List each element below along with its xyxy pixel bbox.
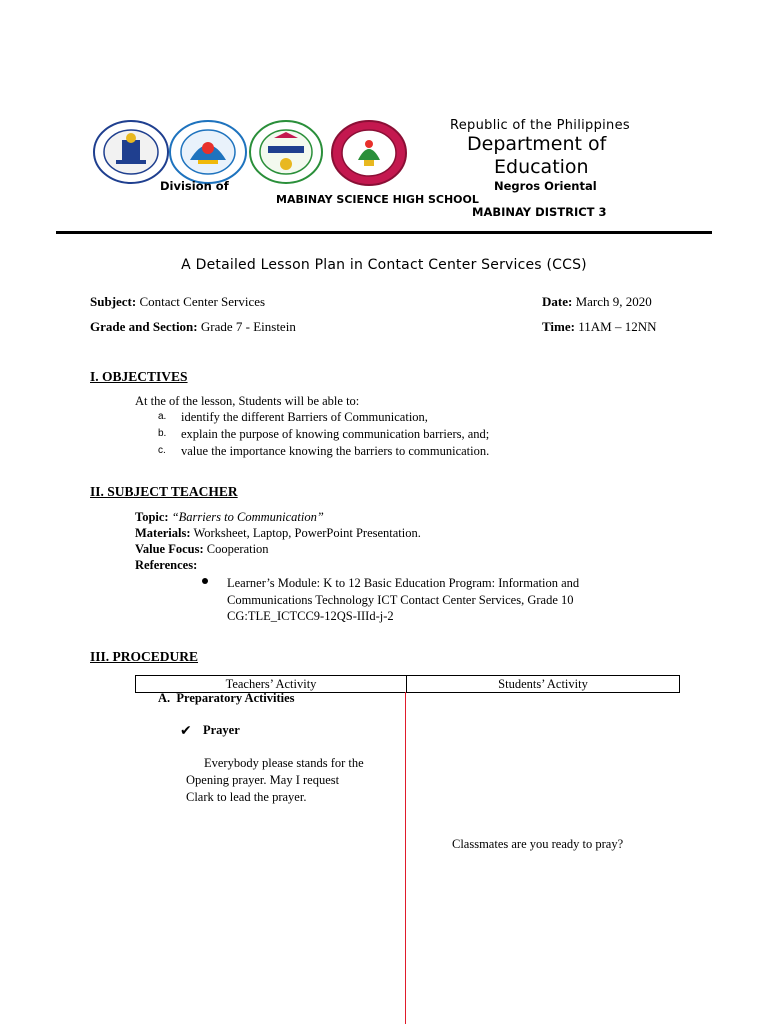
department-line2: Education <box>494 156 589 178</box>
teachers-activity-header: Teachers’ Activity <box>136 676 407 692</box>
preparatory-activities-label: A. Preparatory Activities <box>158 691 295 705</box>
school-seal-icon <box>330 120 408 186</box>
region-vii-logo-icon <box>248 120 324 184</box>
subject-teacher-heading: II. SUBJECT TEACHER <box>90 484 238 499</box>
republic-line: Republic of the Philippines <box>450 118 630 133</box>
subject-row <box>90 294 265 310</box>
materials-value: Worksheet, Laptop, PowerPoint Presentation. <box>193 526 421 540</box>
deped-seal-icon <box>92 120 170 184</box>
value-focus-row <box>135 542 269 557</box>
grade-row <box>90 319 296 335</box>
bullet-icon <box>202 578 208 584</box>
grade-label: Grade and Section: <box>90 319 198 334</box>
students-activity-header: Students’ Activity <box>498 677 588 691</box>
topic-label: Topic: <box>135 510 169 524</box>
subject-value: Contact Center Services <box>139 294 266 309</box>
deped-division-logo-icon <box>168 120 248 184</box>
references-label: References: <box>135 558 198 572</box>
province-label: Negros Oriental <box>494 179 597 193</box>
procedure-heading: III. PROCEDURE <box>90 649 199 664</box>
list-item: c. value the importance knowing the barriers to communication. <box>158 444 490 458</box>
department-line1: Department of <box>467 133 607 155</box>
time-value: 11AM – 12NN <box>578 319 657 334</box>
division-of-label: Division of <box>160 179 229 193</box>
grade-value: Grade 7 - Einstein <box>200 319 296 334</box>
date-label: Date: <box>542 294 573 309</box>
subject-label: Subject: <box>90 294 137 309</box>
prayer-label: Prayer <box>203 723 240 737</box>
topic-row <box>135 510 324 525</box>
reference-item: Learner’s Module: K to 12 Basic Education Program: Information and Communications Technology ICT Contact Center Services, Grade 10 CG:TLE_ICTCC9-12QS-IIId-j-2 <box>227 576 580 623</box>
time-label: Time: <box>542 319 575 334</box>
materials-row <box>135 526 421 541</box>
topic-value: “Barriers to Communication” <box>171 510 324 524</box>
student-activity-text: Classmates are you ready to pray? <box>452 837 624 851</box>
objectives-heading: I. OBJECTIVES <box>90 369 188 384</box>
teacher-activity-text: Everybody please stands for the Opening prayer. May I request Clark to lead the prayer. <box>186 756 364 804</box>
header-divider <box>56 231 712 234</box>
lesson-plan-title: A Detailed Lesson Plan in Contact Center Services (CCS) <box>181 257 587 273</box>
time-row <box>542 319 656 335</box>
value-focus-label: Value Focus: <box>135 542 204 556</box>
date-row <box>542 294 652 310</box>
list-item: a. identify the different Barriers of Communication, <box>158 410 428 424</box>
column-divider <box>405 692 406 1024</box>
objectives-intro: At the of the lesson, Students will be able to: <box>135 394 360 408</box>
school-name: MABINAY SCIENCE HIGH SCHOOL <box>276 193 479 206</box>
date-value: March 9, 2020 <box>575 294 652 309</box>
district-label: MABINAY DISTRICT 3 <box>472 205 607 219</box>
list-item: b. explain the purpose of knowing communication barriers, and; <box>158 427 490 441</box>
checkmark-icon: ✔ <box>180 723 192 739</box>
materials-label: Materials: <box>135 526 191 540</box>
value-focus-value: Cooperation <box>206 542 269 556</box>
objectives-list <box>158 410 489 461</box>
